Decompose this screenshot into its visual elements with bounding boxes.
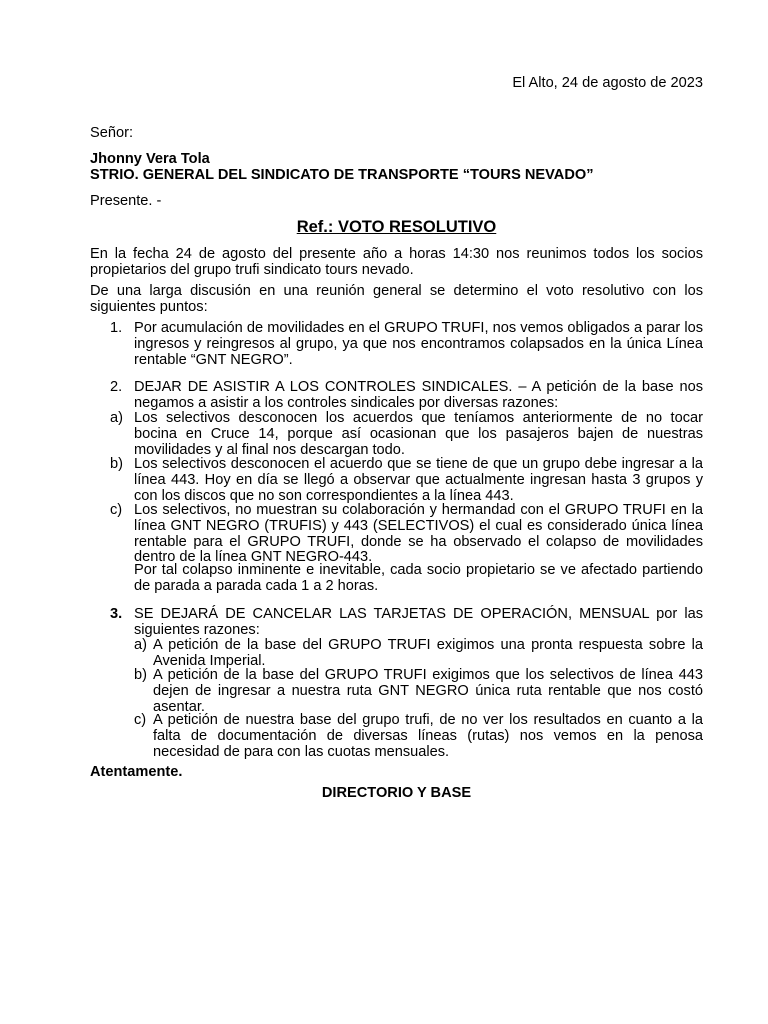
sub-label: a) xyxy=(110,410,123,426)
salutation: Señor: xyxy=(90,125,133,141)
sub-item-text: A petición de la base del GRUPO TRUFI exigimos una pronta respuesta sobre la Avenida Imperial. xyxy=(153,637,703,669)
point-number: 3. xyxy=(110,606,123,622)
recipient-title: STRIO. GENERAL DEL SINDICATO DE TRANSPORTE “TOURS NEVADO” xyxy=(90,167,594,183)
point-number: 2. xyxy=(110,379,123,395)
closing-line: Atentamente. xyxy=(90,764,183,780)
sub-item-text: Los selectivos desconocen los acuerdos que teníamos anteriormente de no tocar bocina en Cruce 14, porque así ocasionan que los pasajeros bajen de nuestras movilidades y al final nos descargan todo. xyxy=(134,410,703,458)
presente-line: Presente. - xyxy=(90,193,162,209)
signature-block: DIRECTORIO Y BASE xyxy=(321,785,472,801)
sub-label: b) xyxy=(110,456,123,472)
sub-item-text: Los selectivos desconocen el acuerdo que se tiene de que un grupo debe ingresar a la línea 443. Hoy en día se llegó a observar que actualmente ingresan hasta 3 grupos y con los discos que no son correspondientes a la línea 443. xyxy=(134,456,703,504)
sub-label: b) xyxy=(134,667,147,683)
sub-item-text: Los selectivos, no muestran su colaboración y hermandad con el GRUPO TRUFI en la línea GNT NEGRO (TRUFIS) y 443 (SELECTIVOS) el cual es considerado única línea rentable para el GRUPO TRUFI, donde se ha observado el colapso de movilidades dentro de la línea GNT NEGRO-443. xyxy=(134,502,703,566)
date-line: El Alto, 24 de agosto de 2023 xyxy=(512,75,703,91)
sub-label: a) xyxy=(134,637,147,653)
point-text: Por acumulación de movilidades en el GRUPO TRUFI, nos vemos obligados a parar los ingresos y reingresos al grupo, ya que nos encontramos colapsados en la única Línea rentable “GNT NEGRO”. xyxy=(134,320,703,368)
point-number: 1. xyxy=(110,320,123,336)
point-text: SE DEJARÁ DE CANCELAR LAS TARJETAS DE OPERACIÓN, MENSUAL por las siguientes razones: xyxy=(134,606,703,638)
point-text: DEJAR DE ASISTIR A LOS CONTROLES SINDICALES. – A petición de la base nos negamos a asistir a los controles sindicales por diversas razones: xyxy=(134,379,703,411)
reference-text: Ref.: VOTO RESOLUTIVO xyxy=(296,218,497,236)
point-extra-text: Por tal colapso inminente e inevitable, cada socio propietario se ve afectado partiendo de parada a parada cada 1 a 2 horas. xyxy=(134,562,703,594)
reference-heading xyxy=(90,218,703,236)
sub-label: c) xyxy=(134,712,147,728)
sub-item-text: A petición de nuestra base del grupo trufi, de no ver los resultados en cuanto a la falta de documentación de diversas líneas (rutas) nos vemos en la penosa necesidad de para con las cuotas mensuales. xyxy=(153,712,703,760)
recipient-name: Jhonny Vera Tola xyxy=(90,151,210,167)
sub-label: c) xyxy=(110,502,123,518)
sub-item-text: A petición de la base del GRUPO TRUFI exigimos que los selectivos de línea 443 dejen de ingresar a nuestra ruta GNT NEGRO única ruta rentable que nos costó asentar. xyxy=(153,667,703,715)
context-paragraph: De una larga discusión en una reunión general se determino el voto resolutivo con los siguientes puntos: xyxy=(90,283,703,315)
intro-paragraph: En la fecha 24 de agosto del presente año a horas 14:30 nos reunimos todos los socios propietarios del grupo trufi sindicato tours nevado. xyxy=(90,246,703,278)
